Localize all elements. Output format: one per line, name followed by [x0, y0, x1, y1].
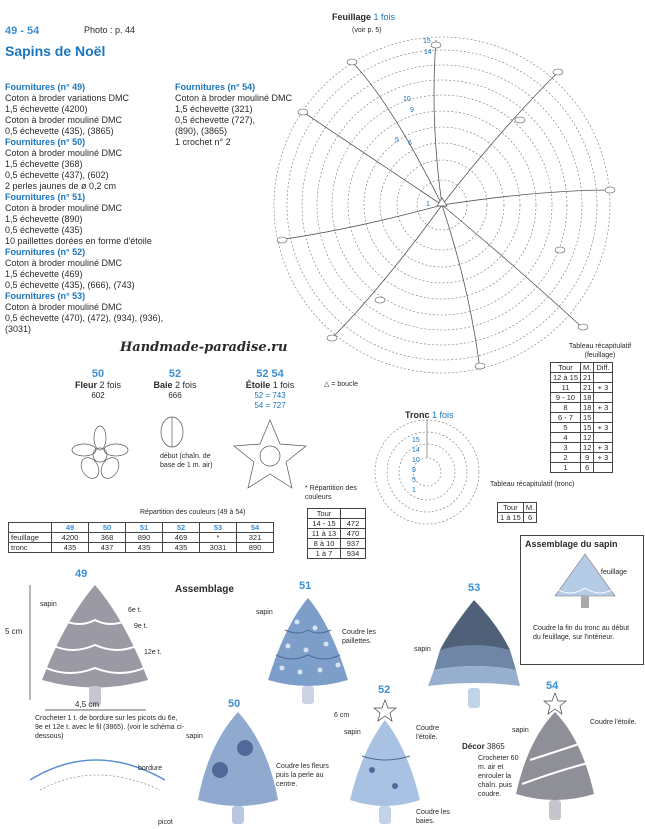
- table-row: 4 12: [551, 433, 613, 443]
- assemblage-sapin-box: Assemblage du sapin feuillage Coudre la fin du tronc au début du feuillage, sur l'intérieur.: [520, 535, 644, 665]
- tree-51-shape: [268, 598, 348, 704]
- repartition-53-table: Tour 14 - 15 472 11 à 13 470 8 à 10 937 1 à 7 934: [307, 508, 366, 559]
- table-row: 1 à 15 6: [498, 513, 537, 523]
- pattern-numbers: 49 - 54: [5, 25, 40, 37]
- tableau-feuillage-title: Tableau récapitulatif (feuillage): [568, 343, 632, 359]
- tree-49-shape: [30, 585, 165, 790]
- tree-52-number: 52: [378, 684, 391, 696]
- flower-motif: [72, 426, 128, 482]
- feuillage-chart: [274, 37, 615, 373]
- star-motif: [234, 420, 306, 488]
- round-marker: 15: [412, 437, 420, 444]
- table-row: 6 - 7 15: [551, 413, 613, 423]
- photo-reference: Photo : p. 44: [84, 25, 136, 35]
- tree-50-shape: [198, 712, 278, 824]
- feuillage-ref: (voir p. 5): [352, 27, 382, 34]
- tree-51-number: 51: [299, 580, 312, 592]
- table-row: 1 à 7 934: [308, 549, 366, 559]
- tree-51-sapin: sapin: [256, 609, 273, 616]
- tableau-feuillage: Tour M. Diff. 12 à 15 21 11 21 + 3 9 - 10 18 8 18 + 3 6 - 7 15 5 15 + 3 4 12 3 12 + 3 2 9 + 3 1 6: [550, 362, 613, 473]
- round-marker: 1: [412, 487, 416, 494]
- tree-49-height: 5 cm: [5, 627, 23, 636]
- table-row: 11 à 13 470: [308, 529, 366, 539]
- table-row: 1 6: [551, 463, 613, 473]
- legend-boucle: △ = boucle: [324, 381, 358, 388]
- supply-49: Fournitures (n° 49) Coton à broder variations DMC 1,5 échevette (4200) Coton à broder mouliné DMC 0,5 échevette (435), (3865): [5, 82, 130, 136]
- table-row: 14 - 15 472: [308, 519, 366, 529]
- supply-54: Fournitures (n° 54) Coton à broder mouliné DMC 1,5 échevette (321) 0,5 échevette (727), (890), (3865) 1 crochet n° 2: [175, 82, 293, 147]
- tree-52-note-bottom: Coudre les baies.: [416, 809, 450, 825]
- tree-54-decor-title: Décor 3865: [462, 742, 505, 751]
- tree-53-shape: [428, 600, 520, 708]
- round-marker: 1: [426, 201, 430, 208]
- tree-54-sapin: sapin: [512, 727, 529, 734]
- baie-note: début (chaîn. de base de 1 m. air): [160, 453, 213, 469]
- tree-52-note-top: Coudre l'étoile.: [416, 725, 439, 741]
- round-marker: 5: [395, 137, 399, 144]
- table-row: feuillage 4200 368 890 469 * 321: [9, 533, 274, 543]
- motif-baie: 52 Baie 2 fois 666: [153, 368, 197, 400]
- tree-49-t12: 12e t.: [144, 649, 162, 656]
- tree-54-number: 54: [546, 680, 559, 692]
- supply-51: Fournitures (n° 51) Coton à broder mouliné DMC 1,5 échevette (890) 0,5 échevette (435) 10 paillettes dorées en forme d'étoile: [5, 192, 152, 246]
- tree-49-sapin: sapin: [40, 601, 57, 608]
- tree-49-number: 49: [75, 568, 88, 580]
- tree-50-sapin: sapin: [186, 733, 203, 740]
- round-marker: 14: [424, 49, 432, 56]
- round-marker: 9: [410, 107, 414, 114]
- table-row: 9 - 10 18: [551, 393, 613, 403]
- tree-50-number: 50: [228, 698, 241, 710]
- round-marker: 6: [408, 140, 412, 147]
- tree-53-sapin: sapin: [414, 646, 431, 653]
- supply-50: Fournitures (n° 50) Coton à broder mouliné DMC 1,5 échevette (368) 0,5 échevette (437), (602) 2 perles jaunes de ø 0,2 cm: [5, 137, 123, 191]
- tableau-tronc: Tour M. 1 à 15 6: [497, 502, 537, 523]
- tree-49-t6: 6e t.: [128, 607, 142, 614]
- table-row: 3 12 + 3: [551, 443, 613, 453]
- tree-49-bordure: bordure: [138, 765, 163, 772]
- round-marker: 14: [412, 447, 420, 454]
- tableau-tronc-title: Tableau récapitulatif (tronc): [490, 481, 575, 488]
- table-row: 12 à 15 21: [551, 373, 613, 383]
- table-row: 11 21 + 3: [551, 383, 613, 393]
- supply-53: Fournitures (n° 53) Coton à broder mouliné DMC 0,5 échevette (470), (472), (934), (936), (3031): [5, 291, 164, 334]
- table-row: tronc 435 437 435 435 3031 890: [9, 543, 274, 553]
- tronc-heading: Tronc 1 fois: [405, 410, 454, 420]
- motif-etoile: 52 54 Étoile 1 fois 52 = 743 54 = 727: [245, 368, 295, 410]
- tree-54-decor-note: Crocheter 60 m. air et enrouler la chaîn. puis coudre.: [478, 755, 519, 798]
- repartition-table: 49 50 51 52 53 54 feuillage 4200 368 890 469 * 321 tronc 435 437 435 435 3031 890: [8, 522, 274, 553]
- tree-49-picot: picot: [158, 819, 173, 826]
- tree-51-note: Coudre les paillettes.: [342, 629, 376, 645]
- watermark: Handmade-paradise.ru: [120, 340, 288, 355]
- tree-54-note-top: Coudre l'étoile.: [590, 719, 637, 726]
- tree-49-width: 4,5 cm: [75, 700, 100, 709]
- round-marker: 10: [412, 457, 420, 464]
- tree-52-shape: [350, 700, 420, 824]
- repartition-title: Répartition des couleurs (49 à 54): [140, 509, 246, 516]
- table-row: 2 9 + 3: [551, 453, 613, 463]
- tronc-chart: [375, 420, 479, 524]
- assemblage-heading: Assemblage: [175, 584, 234, 595]
- round-marker: 15: [423, 38, 431, 45]
- supplies-left: [5, 82, 175, 335]
- tree-49-note: Crocheter 1 t. de bordure sur les picots du 6e, 9e et 12e t. avec le fil (3865). (voir le schéma ci-dessous): [35, 715, 185, 740]
- table-row: 5 15 + 3: [551, 423, 613, 433]
- tree-52-height: 6 cm: [334, 712, 350, 719]
- round-marker: 9: [412, 467, 416, 474]
- repartition-53-note: * Répartition des couleurs: [305, 485, 357, 501]
- feuillage-heading: Feuillage 1 fois: [332, 12, 396, 22]
- round-marker: 5: [412, 477, 416, 484]
- tree-50-note: Coudre les fleurs puis la perle au centre.: [276, 763, 329, 788]
- page-title: Sapins de Noël: [5, 43, 106, 59]
- table-row: 8 18 + 3: [551, 403, 613, 413]
- round-marker: 10: [403, 96, 411, 103]
- tree-52-sapin: sapin: [344, 729, 361, 736]
- tree-53-number: 53: [468, 582, 481, 594]
- supply-52: Fournitures (n° 52) Coton à broder mouliné DMC 1,5 échevette (469) 0,5 échevette (435), (666), (743): [5, 247, 135, 290]
- tree-49-t9: 9e t.: [134, 623, 148, 630]
- berry-motif: [161, 417, 183, 447]
- motif-fleur: 50 Fleur 2 fois 602: [74, 368, 122, 400]
- tree-54-shape: [516, 693, 594, 820]
- table-row: 8 à 10 937: [308, 539, 366, 549]
